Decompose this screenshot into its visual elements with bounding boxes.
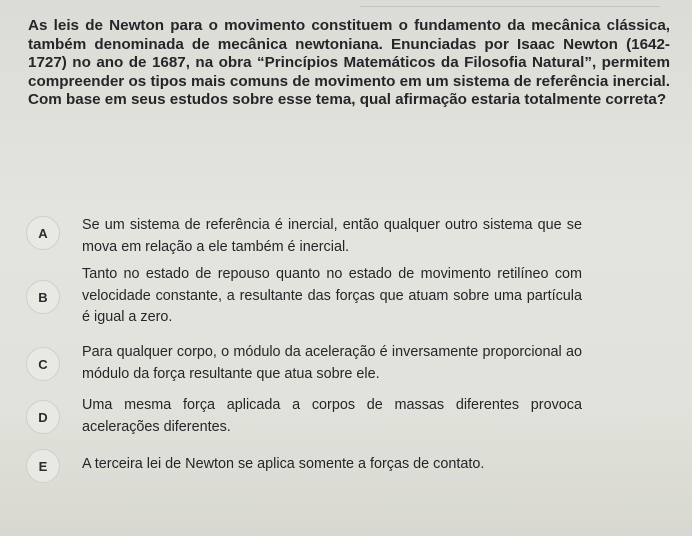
- option-e-text[interactable]: A terceira lei de Newton se aplica somente a forças de contato.: [82, 456, 485, 472]
- option-b-badge[interactable]: B: [26, 280, 60, 314]
- option-b[interactable]: [26, 266, 626, 325]
- option-a[interactable]: [26, 216, 626, 255]
- divider-line: [360, 6, 660, 7]
- option-d-badge[interactable]: D: [26, 400, 60, 434]
- option-e-badge[interactable]: E: [26, 449, 60, 483]
- option-c-badge[interactable]: C: [26, 347, 60, 381]
- option-b-text[interactable]: Tanto no estado de repouso quanto no estado de movimento retilíneo com velocidade constante, a resultante das forças que atuam sobre uma partícula é igual a zero.: [82, 266, 582, 325]
- option-d-text[interactable]: Uma mesma força aplicada a corpos de massas diferentes provoca acelerações diferentes.: [82, 397, 582, 435]
- option-a-badge[interactable]: A: [26, 216, 60, 250]
- option-d[interactable]: [26, 397, 626, 435]
- question-text: As leis de Newton para o movimento constituem o fundamento da mecânica clássica, também denominada de mecânica newtoniana. Enunciadas por Isaac Newton (1642-1727) no ano de 1687, na obra “Princípios Matemáticos da Filosofia Natural”, permitem compreender os tipos mais comuns de movimento em um sistema de referência inercial. Com base em seus estudos sobre esse tema, qual afirmação estaria totalmente correta?: [28, 17, 670, 109]
- option-c-text[interactable]: Para qualquer corpo, o módulo da aceleração é inversamente proporcional ao módulo da força resultante que atua sobre ele.: [82, 344, 582, 382]
- option-e[interactable]: [26, 449, 626, 474]
- option-c[interactable]: [26, 344, 626, 382]
- option-a-text[interactable]: Se um sistema de referência é inercial, então qualquer outro sistema que se mova em relação a ele também é inercial.: [82, 217, 582, 255]
